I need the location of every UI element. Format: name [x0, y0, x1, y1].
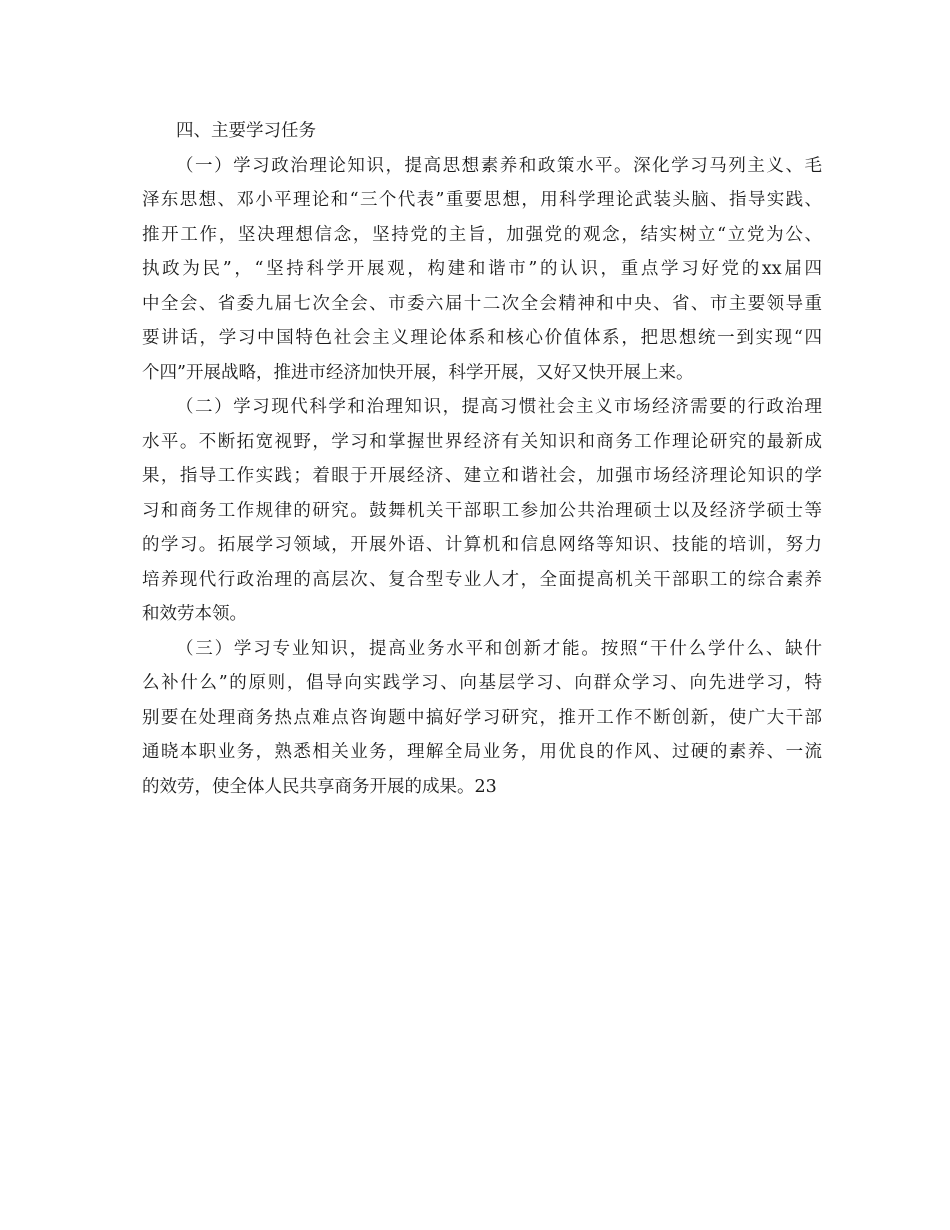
paragraph-1: [142, 149, 822, 391]
paragraph-line: 要讲话，学习中国特色社会主义理论体系和核心价值体系，把思想统一到实现“四: [142, 328, 822, 348]
paragraph-2: [142, 390, 822, 632]
paragraph-line: 别要在处理商务热点难点咨询题中搞好学习研究，推开工作不断创新，使广大干部: [142, 707, 822, 728]
paragraph-line: 个四”开展战略，推进市经济加快开展，科学开展，又好又快开展上来。: [142, 362, 694, 383]
paragraph-line: 培养现代行政治理的高层次、复合型专业人才，全面提高机关干部职工的综合素养: [142, 569, 822, 590]
document-body: [142, 114, 822, 804]
paragraph-line: 和效劳本领。: [142, 604, 247, 624]
paragraph-line: 执政为民”，“坚持科学开展观，构建和谐市”的认识，重点学习好党的xx届四: [142, 259, 822, 279]
paragraph-line: 中全会、省委九届七次全会、市委六届十二次全会精神和中央、省、市主要领导重: [142, 293, 822, 314]
paragraph-line: （二）学习现代科学和治理知识，提高习惯社会主义市场经济需要的行政治理: [176, 397, 822, 417]
paragraph-line: 泽东思想、邓小平理论和“三个代表”重要思想，用科学理论武装头脑、指导实践、: [142, 190, 822, 210]
paragraph-line: 习和商务工作规律的研究。鼓舞机关干部职工参加公共治理硕士以及经济学硕士等: [142, 500, 822, 521]
paragraph-line: 的效劳，使全体人民共享商务开展的成果。23: [142, 776, 497, 797]
paragraph-line: 通晓本职业务，熟悉相关业务，理解全局业务，用优良的作风、过硬的素养、一流: [142, 742, 822, 762]
paragraph-line: （三）学习专业知识，提高业务水平和创新才能。按照“干什么学什么、缺什: [176, 638, 822, 659]
paragraph-3: [142, 632, 822, 805]
paragraph-line: 果，指导工作实践；着眼于开展经济、建立和谐社会，加强市场经济理论知识的学: [142, 466, 822, 486]
paragraph-line: 么补什么”的原则，倡导向实践学习、向基层学习、向群众学习、向先进学习，特: [142, 673, 822, 693]
paragraph-line: 的学习。拓展学习领域，开展外语、计算机和信息网络等知识、技能的培训，努力: [142, 535, 822, 555]
section-heading: 四、主要学习任务: [176, 121, 316, 141]
paragraph-line: 水平。不断拓宽视野，学习和掌握世界经济有关知识和商务工作理论研究的最新成: [142, 431, 822, 452]
paragraph-line: （一）学习政治理论知识，提高思想素养和政策水平。深化学习马列主义、毛: [176, 155, 822, 176]
paragraph-line: 推开工作，坚决理想信念，坚持党的主旨，加强党的观念，结实树立“立党为公、: [142, 224, 822, 245]
